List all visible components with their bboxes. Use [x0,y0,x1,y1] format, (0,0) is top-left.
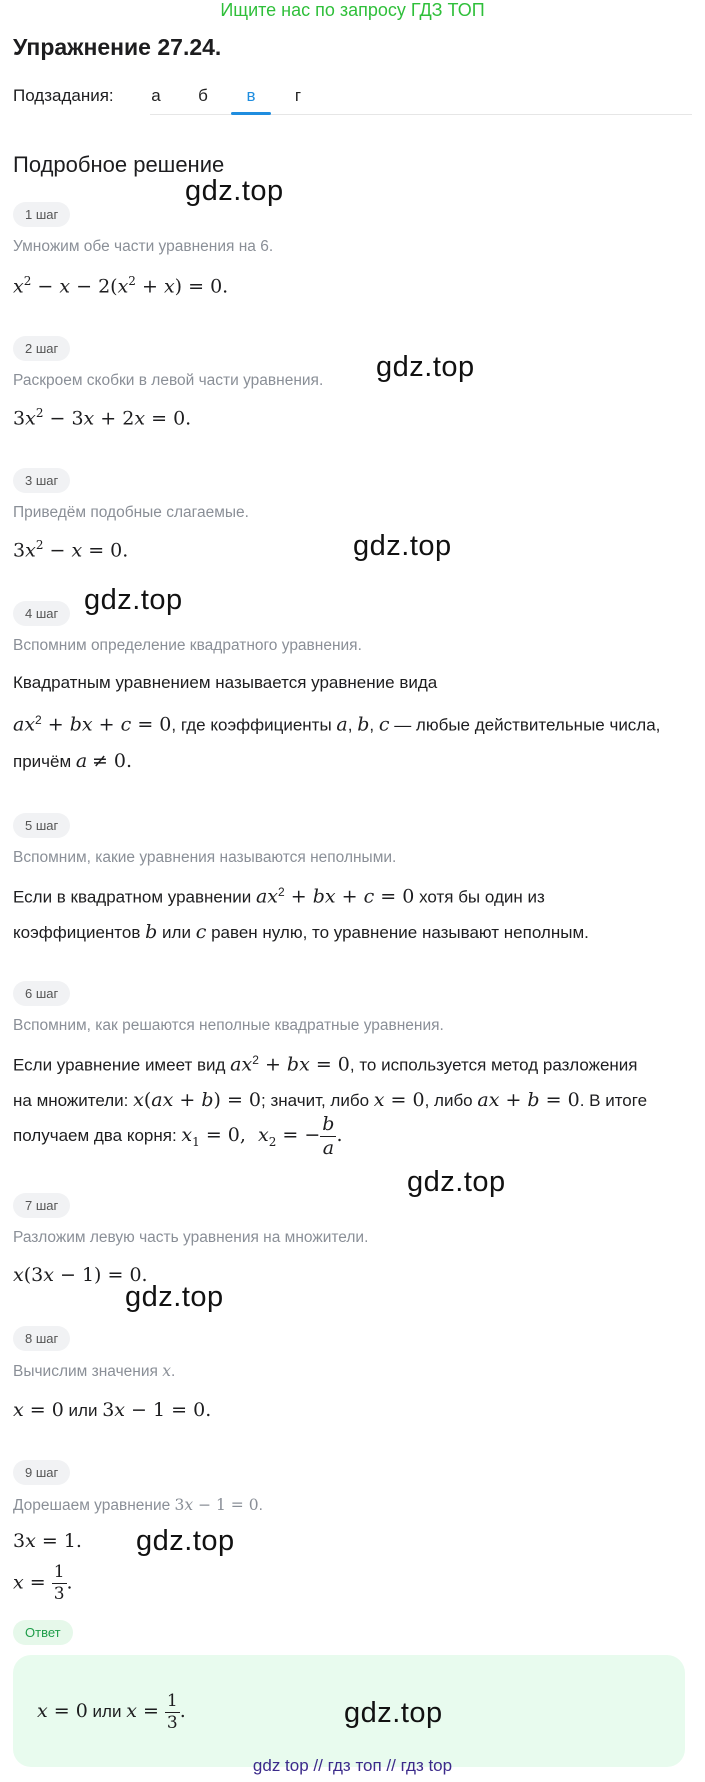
step-badge: 2 шаг [13,336,70,361]
step-text: на множители: x(ax + b) = 0; значит, либо x = 0, либо ax + b = 0. В итоге [13,1089,648,1111]
step-description: Вспомним, какие уравнения называются неполными. [13,849,397,866]
watermark: gdz.top [84,584,183,616]
step-badge: 8 шаг [13,1326,70,1351]
page-title: Упражнение 27.24. [13,34,222,60]
section-title: Подробное решение [13,152,225,177]
step-description: Вычислим значения x. [13,1362,176,1380]
step-badge: 4 шаг [13,601,70,626]
step-description: Разложим левую часть уравнения на множители. [13,1229,369,1246]
step-description: Умножим обе части уравнения на 6. [13,238,274,255]
step-equation: $3x^2 - 3x + 2x = 0$. [13,406,192,430]
step-text: получаем два корня: $x_1 = 0$, $x_2$ = − $\frac{b}{a}$ . [13,1113,343,1159]
footer-links[interactable]: gdz top // гдз топ // гдз top [252,1756,453,1775]
step-badge: 9 шаг [13,1460,70,1485]
watermark: gdz.top [185,175,284,207]
watermark: gdz.top [125,1281,224,1313]
top-banner: Ищите нас по запросу ГДЗ ТОП [220,0,485,20]
step-badge: 3 шаг [13,468,70,493]
step-description: Вспомним определение квадратного уравнения. [13,637,362,654]
step-text: Если уравнение имеет вид $ax^2$ + bx = 0, то используется метод разложения [13,1053,638,1076]
step-equation: x(3x − 1) = 0. [13,1264,148,1286]
step-equation: x = 0 или 3x − 1 = 0. [13,1399,212,1421]
tab-v[interactable]: в [246,86,256,105]
step-text: Квадратным уравнением называется уравнение вида [13,673,438,692]
step-text: причём a ≠ 0. [13,750,133,772]
step-badge: 7 шаг [13,1193,70,1218]
tab-b[interactable]: б [198,86,208,105]
step-text: Если в квадратном уравнении $ax^2$ + bx + c = 0 хотя бы один из [13,885,545,908]
step-description: Вспомним, как решаются неполные квадратные уравнения. [13,1017,444,1034]
watermark: gdz.top [353,530,452,562]
step-badge: 1 шаг [13,202,70,227]
tab-a[interactable]: а [151,86,161,105]
tab-g[interactable]: г [294,86,302,105]
watermark: gdz.top [407,1166,506,1198]
step-equation: 3x = 1. [13,1530,82,1552]
watermark: gdz.top [136,1525,235,1557]
watermark: gdz.top [376,351,475,383]
watermark: gdz.top [344,1697,443,1729]
step-badge: 6 шаг [13,981,70,1006]
step-badge: 5 шаг [13,813,70,838]
subtasks-label: Подзадания: [13,86,114,105]
step-equation: x = $\frac{1}{3}$ . [13,1562,73,1604]
step-description: Приведём подобные слагаемые. [13,504,249,521]
step-description: Раскроем скобки в левой части уравнения. [13,372,324,389]
step-text: $ax^2$ + bx + c = 0, где коэффициенты a, b, c — любые действительные числа, [13,713,661,736]
step-equation: $3x^2 - x = 0$. [13,538,129,562]
answer-badge: Ответ [13,1620,73,1645]
answer-equation: x = 0 или x = $\frac{1}{3}$ . [37,1691,186,1733]
step-text: коэффициентов b или c равен нулю, то уравнение называют неполным. [13,921,589,943]
step-description: Дорешаем уравнение 3x − 1 = 0. [13,1496,263,1514]
active-tab-indicator [231,112,271,115]
step-equation: $x^2 - x - 2(x^2 + x) = 0$. [13,274,229,298]
